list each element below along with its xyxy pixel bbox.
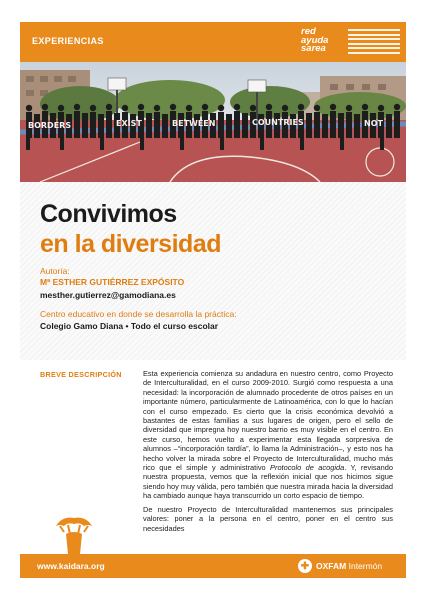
partner-logo xyxy=(298,558,382,574)
author-email[interactable]: mesther.gutierrez@gamodiana.es xyxy=(40,290,176,300)
paragraph-1: Esta experiencia comienza su andadura en nuestro centro, como Proyecto de Interculturalidad, en el curso 2009-2010. Surgió como respuesta a una necesidad: la incorporación de alumnado procedente de otros países en un importante número, particularmente de Latinoamérica, con lo que lo hacían con el curso empezado. Es cierto que la crisis económica devolvió a bastantes de estas familias a sus lugares de origen, pero el sello de diversidad que impregna hoy nuestro barrio es muy visible en el centro. En este curso, hemos vuelto a experimentar esta llegada sorpresiva de alumnos –“incorporación tardía”, lo llama la Administración–, y esto nos ha hecho volver la mirada sobre el Proyecto de Interculturalidad, mucho más rico que el simple y administrativo Protocolo de acogida. Y, revisando nuestra propuesta, vemos que la reflexión inicial que nos hicimos sigue siendo hoy muy válida, pero también que nuestra mirada hacia la diversidad ha cambiado aunque haya transcurrido un corto espacio de tiempo. xyxy=(143,369,393,501)
description-heading: BREVE DESCRIPCIÓN xyxy=(40,370,122,379)
partner-name-bold: OXFAM xyxy=(316,561,347,571)
brand-word-2: ayuda xyxy=(301,34,329,46)
banner-word-2: EXIST xyxy=(116,119,142,128)
partner-name-thin: Intermón xyxy=(348,561,383,571)
author-label: Autoría: xyxy=(40,266,70,276)
header-photo xyxy=(20,62,406,182)
description-body xyxy=(143,369,393,537)
oxfam-icon: ✚ xyxy=(298,559,312,573)
banner-word-5: NOT xyxy=(364,119,383,128)
brand-decoration xyxy=(348,29,400,57)
brand-word-1: red xyxy=(301,26,316,37)
paragraph-2: De nuestro Proyecto de Interculturalidad mantenemos sus principales valores: poner a la persona en el centro, poner en el centro sus necesidades xyxy=(143,504,393,533)
banner-word-1: BORDERS xyxy=(28,121,72,130)
author-name: Mª ESTHER GUTIÉRREZ EXPÓSITO xyxy=(40,277,185,287)
baobab-tree-icon xyxy=(52,512,96,554)
banner-word-3: BETWEEN xyxy=(172,119,216,128)
brand-word-3: sarea xyxy=(301,43,326,54)
section-label: EXPERIENCIAS xyxy=(32,36,104,46)
center-label: Centro educativo en donde se desarrolla la práctica: xyxy=(40,309,237,319)
page-title: Convivimos xyxy=(40,200,177,228)
center-value: Colegio Gamo Diana • Todo el curso escolar xyxy=(40,321,219,331)
brand-logo xyxy=(301,28,345,58)
page-subtitle: en la diversidad xyxy=(40,230,221,258)
banner-word-4: COUNTRIES xyxy=(252,118,304,127)
footer-url-link[interactable]: www.kaidara.org xyxy=(37,561,105,571)
